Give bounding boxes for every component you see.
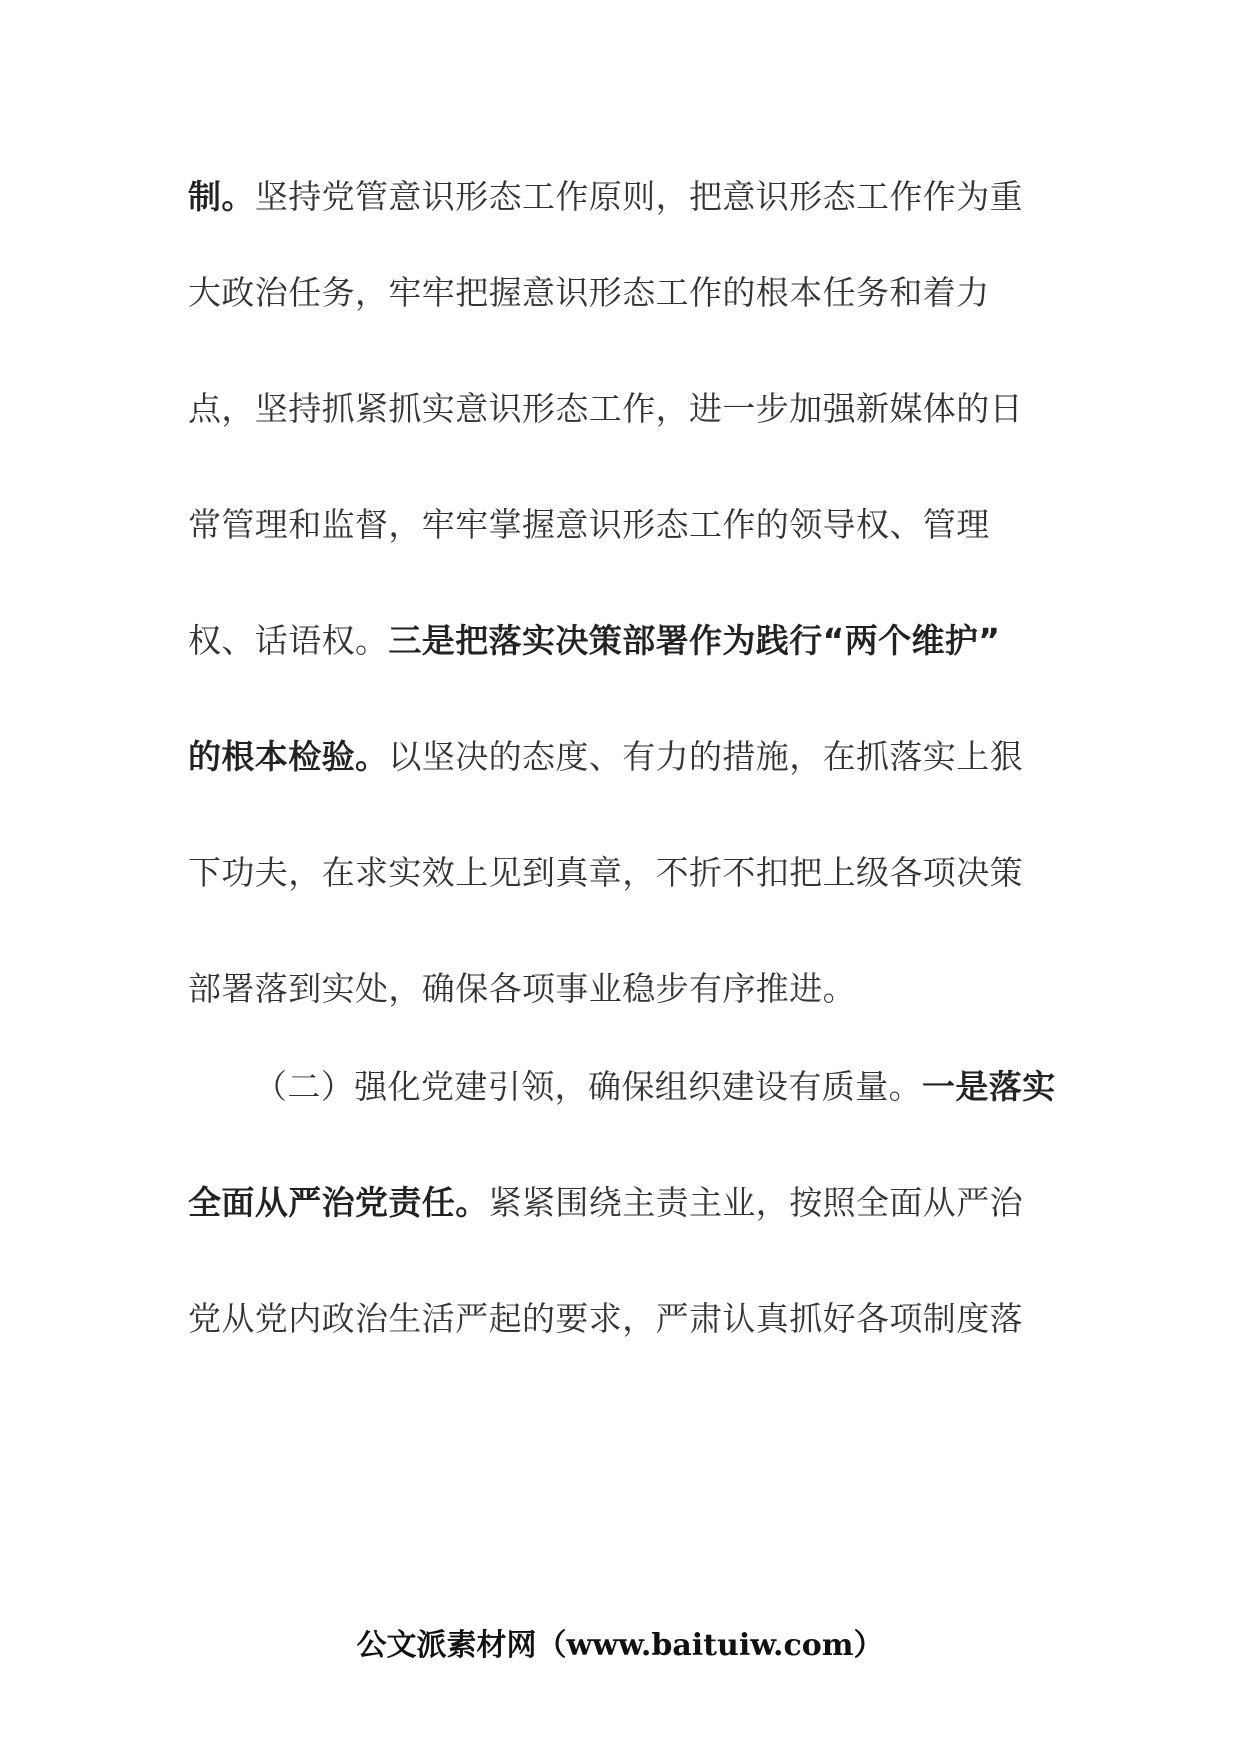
footer-watermark: 公文派素材网（www.baituiw.com） [356, 1628, 884, 1663]
text-line-4 [188, 495, 1058, 555]
text-line-7 [188, 843, 1058, 903]
text-line-5 [188, 611, 1058, 671]
text-segment: 紧紧围绕主责主业，按照全面从严治 [488, 1183, 1024, 1222]
text-line-1 [188, 167, 1058, 227]
text-line-8 [188, 959, 1058, 1019]
text-segment: 权、话语权。 [188, 621, 389, 660]
text-segment: 三是把落实决策部署作为践行“两个维护” [388, 621, 1001, 660]
text-segment: 以坚决的态度、有力的措施，在抓落实上狠 [388, 737, 1024, 776]
text-segment: 部署落到实处，确保各项事业稳步有序推进。 [188, 969, 856, 1008]
text-segment: 坚持党管意识形态工作原则，把意识形态工作作为重 [254, 177, 1024, 216]
text-segment: 点，坚持抓紧抓实意识形态工作，进一步加强新媒体的日 [188, 389, 1023, 428]
text-line-10 [188, 1173, 1058, 1233]
text-segment: 党从党内政治生活严起的要求，严肃认真抓好各项制度落 [188, 1299, 1023, 1338]
text-segment: 一是落实 [922, 1067, 1056, 1106]
text-line-6 [188, 727, 1058, 787]
text-segment: 下功夫，在求实效上见到真章，不折不扣把上级各项决策 [188, 853, 1023, 892]
text-line-3 [188, 379, 1058, 439]
text-segment: 制。 [188, 177, 255, 216]
text-segment: 的根本检验。 [188, 737, 389, 776]
text-segment: 全面从严治党责任。 [188, 1183, 489, 1222]
text-segment: （二）强化党建引领，确保组织建设有质量。 [254, 1067, 922, 1106]
text-line-11 [188, 1289, 1058, 1349]
text-line-9 [254, 1057, 1058, 1117]
text-line-2 [188, 263, 1058, 323]
text-segment: 常管理和监督，牢牢掌握意识形态工作的领导权、管理 [188, 505, 990, 544]
text-segment: 大政治任务，牢牢把握意识形态工作的根本任务和着力 [188, 273, 990, 312]
